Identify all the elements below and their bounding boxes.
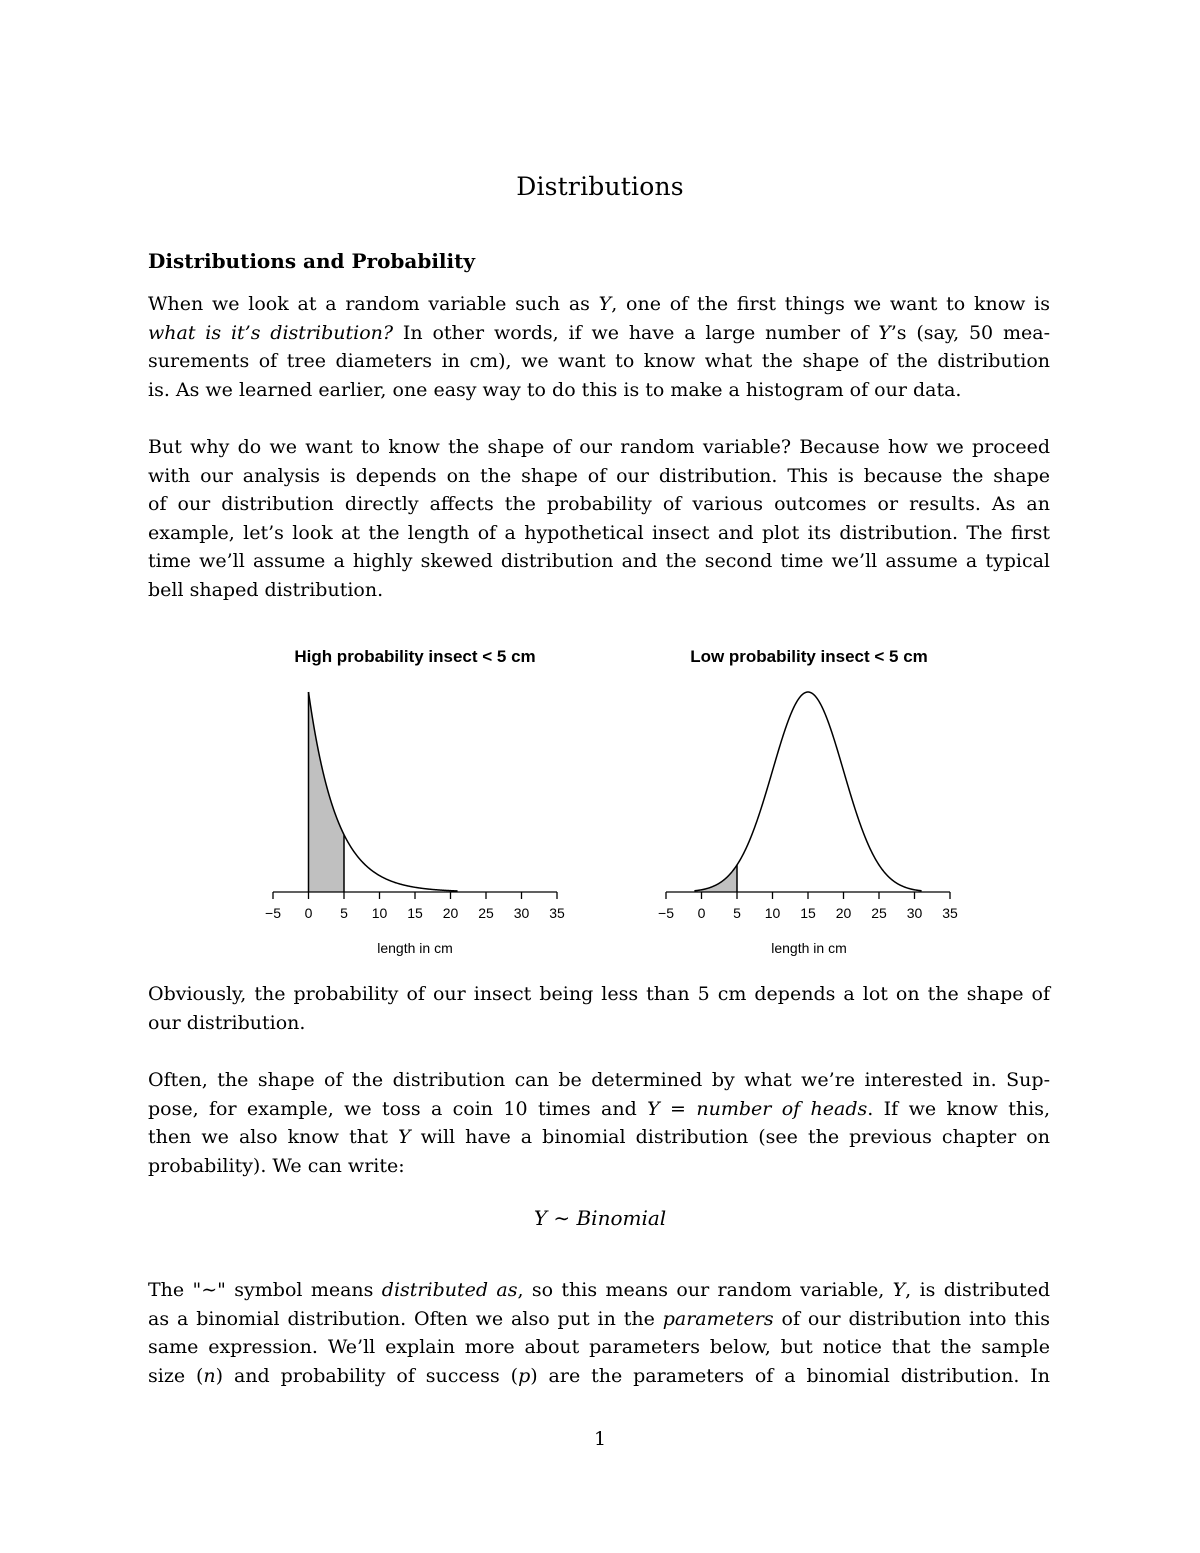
chart-title: High probability insect < 5 cm [294, 647, 536, 666]
page-title: Distributions [516, 172, 684, 201]
x-axis-label: length in cm [377, 940, 453, 956]
paragraph-2-line-5: time we’ll assume a highly skewed distribution and the second time we’ll assume a typical [148, 550, 1050, 573]
paragraph-2-line-6: bell shaped distribution. [148, 578, 384, 601]
paragraph-2-line-1: But why do we want to know the shape of our random variable? Because how we proceed [148, 436, 1050, 458]
display-equation: Y ∼ Binomial [533, 1206, 667, 1230]
x-tick-label: 20 [442, 905, 459, 921]
emphasis-text: what is it’s distribution? [148, 321, 394, 344]
shaded-area [694, 865, 737, 892]
density-curve [694, 692, 921, 891]
plot-area [694, 692, 921, 892]
x-axis [658, 892, 958, 921]
paragraph-4-line-4: probability). We can write: [148, 1154, 405, 1177]
paragraph-3-line-1: Obviously, the probability of our insect being less than 5 cm depends a lot on the shape of [148, 983, 1050, 1005]
paragraph-1-line-2: what is it’s distribution? In other words, if we have a large number of Y’s (say, 50 mea- [148, 321, 1050, 344]
paragraph-5-line-3: same expression. We’ll explain more about parameters below, but notice that the sample [148, 1336, 1050, 1359]
paragraph-1-line-1: When we look at a random variable such as Y, one of the first things we want to know is [148, 293, 1051, 315]
x-tick-label: 25 [478, 905, 494, 921]
paragraph-4-line-2: pose, for example, we toss a coin 10 times and Y = number of heads. If we know this, [148, 1097, 1050, 1120]
plot-area [309, 692, 458, 892]
chart-bell [653, 640, 973, 970]
x-tick-label: 30 [906, 905, 923, 921]
paragraph-3-line-2: our distribution. [148, 1011, 306, 1034]
variable-n: n [203, 1364, 216, 1387]
x-tick-label: 5 [340, 905, 348, 921]
x-tick-label: −5 [265, 905, 281, 921]
paragraph-5-line-1: The "∼" symbol means distributed as, so this means our random variable, Y, is distributed [148, 1279, 1050, 1301]
variable-y: Y [892, 1279, 906, 1301]
chart-bell-svg [653, 640, 973, 970]
paragraph-2 [148, 433, 1050, 605]
x-tick-label: 20 [835, 905, 852, 921]
x-tick-label: 35 [549, 905, 565, 921]
paragraph-5-line-4: size (n) and probability of success (p) are the parameters of a binomial distribution. In [148, 1364, 1050, 1387]
paragraph-5-line-2: as a binomial distribution. Often we also put in the parameters of our distribution into this [148, 1307, 1050, 1330]
paragraph-2-line-3: of our distribution directly affects the probability of various outcomes or results. As an [148, 493, 1050, 516]
x-tick-label: 0 [697, 905, 706, 921]
variable-y: Y [598, 293, 612, 315]
variable-y: Y [878, 321, 891, 344]
paragraph-1-line-4: is. As we learned earlier, one easy way to do this is to make a histogram of our data. [148, 378, 962, 401]
paragraph-5 [148, 1276, 1050, 1390]
paragraph-4-line-1: Often, the shape of the distribution can be determined by what we’re interested in. Sup- [148, 1069, 1050, 1091]
x-tick-label: 15 [800, 905, 816, 921]
x-tick-label: 5 [733, 905, 741, 921]
section-heading: Distributions and Probability [148, 249, 475, 273]
chart-skewed-svg [260, 640, 580, 970]
x-tick-label: 30 [513, 905, 530, 921]
paragraph-3 [148, 980, 1050, 1037]
x-tick-label: 15 [407, 905, 423, 921]
x-tick-label: 25 [871, 905, 887, 921]
paragraph-1-line-3: surements of tree diameters in cm), we want to know what the shape of the distribution [148, 350, 1050, 373]
paragraph-2-line-4: example, let’s look at the length of a hypothetical insect and plot its distribution. The first [148, 521, 1050, 544]
paragraph-1 [148, 290, 1050, 404]
paragraph-4 [148, 1066, 1050, 1180]
x-tick-label: 10 [371, 905, 388, 921]
x-axis-label: length in cm [771, 940, 847, 956]
chart-skewed [260, 640, 580, 970]
variable-y: Y [398, 1126, 411, 1149]
variable-p: p [518, 1364, 531, 1387]
inline-equation: Y = number of heads [647, 1097, 868, 1120]
x-tick-label: 35 [942, 905, 958, 921]
emphasis-text: distributed as [381, 1279, 518, 1301]
x-tick-label: −5 [658, 905, 674, 921]
page-number: 1 [593, 1428, 607, 1450]
emphasis-text: parameters [662, 1307, 774, 1330]
chart-title: Low probability insect < 5 cm [690, 647, 928, 666]
paragraph-2-line-2: with our analysis is depends on the shape of our distribution. This is because the shape [148, 464, 1050, 487]
x-tick-label: 10 [764, 905, 781, 921]
x-axis [265, 892, 565, 921]
paragraph-4-line-3: then we also know that Y will have a binomial distribution (see the previous chapter on [148, 1126, 1050, 1149]
x-tick-label: 0 [304, 905, 313, 921]
